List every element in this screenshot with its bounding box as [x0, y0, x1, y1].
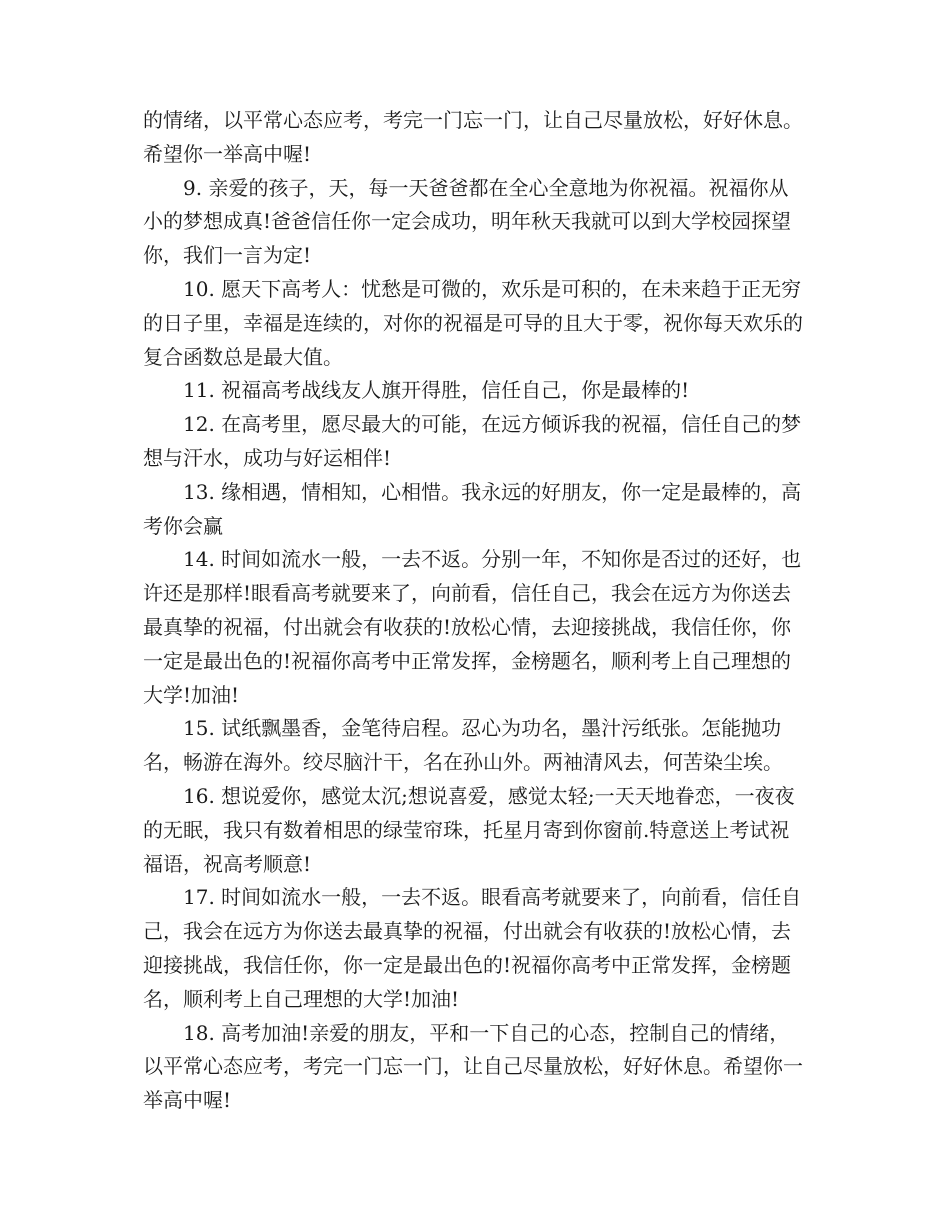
paragraph-9: 9. 亲爱的孩子，天，每一天爸爸都在全心全意地为你祝福。祝福你从小的梦想成真!爸爸信任你一定会成功，明年秋天我就可以到大学校园探望你，我们一言为定! [143, 175, 792, 268]
paragraph-17: 17. 时间如流水一般，一去不返。眼看高考就要来了，向前看，信任自己，我会在远方为你送去最真挚的祝福，付出就会有收获的!放松心情，去迎接挑战，我信任你，你一定是最出色的!祝福你高考中正常发挥，金榜题名，顺利考上自己理想的大学!加油! [143, 885, 802, 1011]
paragraph-11: 11. 祝福高考战线友人旗开得胜，信任自己，你是最棒的! [183, 378, 690, 403]
paragraph-16: 16. 想说爱你，感觉太沉;想说喜爱，感觉太轻;一天天地眷恋，一夜夜的无眠，我只有数着相思的绿莹帘珠，托星月寄到你窗前.特意送上考试祝福语，祝高考顺意! [143, 783, 795, 876]
paragraph-13: 13. 缘相遇，情相知，心相惜。我永远的好朋友，你一定是最棒的，高考你会赢 [143, 479, 802, 538]
paragraph-15: 15. 试纸飘墨香，金笔待启程。忍心为功名，墨汁污纸张。怎能抛功名，畅游在海外。绞尽脑汁干，名在孙山外。两袖清风去，何苦染尘埃。 [143, 716, 783, 775]
document-body [143, 104, 808, 1118]
paragraph-continued: 的情绪，以平常心态应考，考完一门忘一门，让自己尽量放松，好好休息。希望你一举高中喔! [143, 108, 803, 166]
paragraph-14: 14. 时间如流水一般，一去不返。分别一年，不知你是否过的还好，也许还是那样!眼看高考就要来了，向前看，信任自己，我会在远方为你送去最真挚的祝福，付出就会有收获的!放松心情，去迎接挑战，我信任你，你一定是最出色的!祝福你高考中正常发挥，金榜题名，顺利考上自己理想的大学!加油! [143, 547, 802, 707]
paragraph-12: 12. 在高考里，愿尽最大的可能，在远方倾诉我的祝福，信任自己的梦想与汗水，成功与好运相伴! [143, 412, 802, 470]
paragraph-10: 10. 愿天下高考人：忧愁是可微的，欢乐是可积的，在未来趋于正无穷的日子里，幸福是连续的，对你的祝福是可导的且大于零，祝你每天欢乐的复合函数总是最大值。 [143, 276, 803, 369]
paragraph-18: 18. 高考加油!亲爱的朋友，平和一下自己的心态，控制自己的情绪，以平常心态应考，考完一门忘一门，让自己尽量放松，好好休息。希望你一举高中喔! [143, 1020, 803, 1113]
